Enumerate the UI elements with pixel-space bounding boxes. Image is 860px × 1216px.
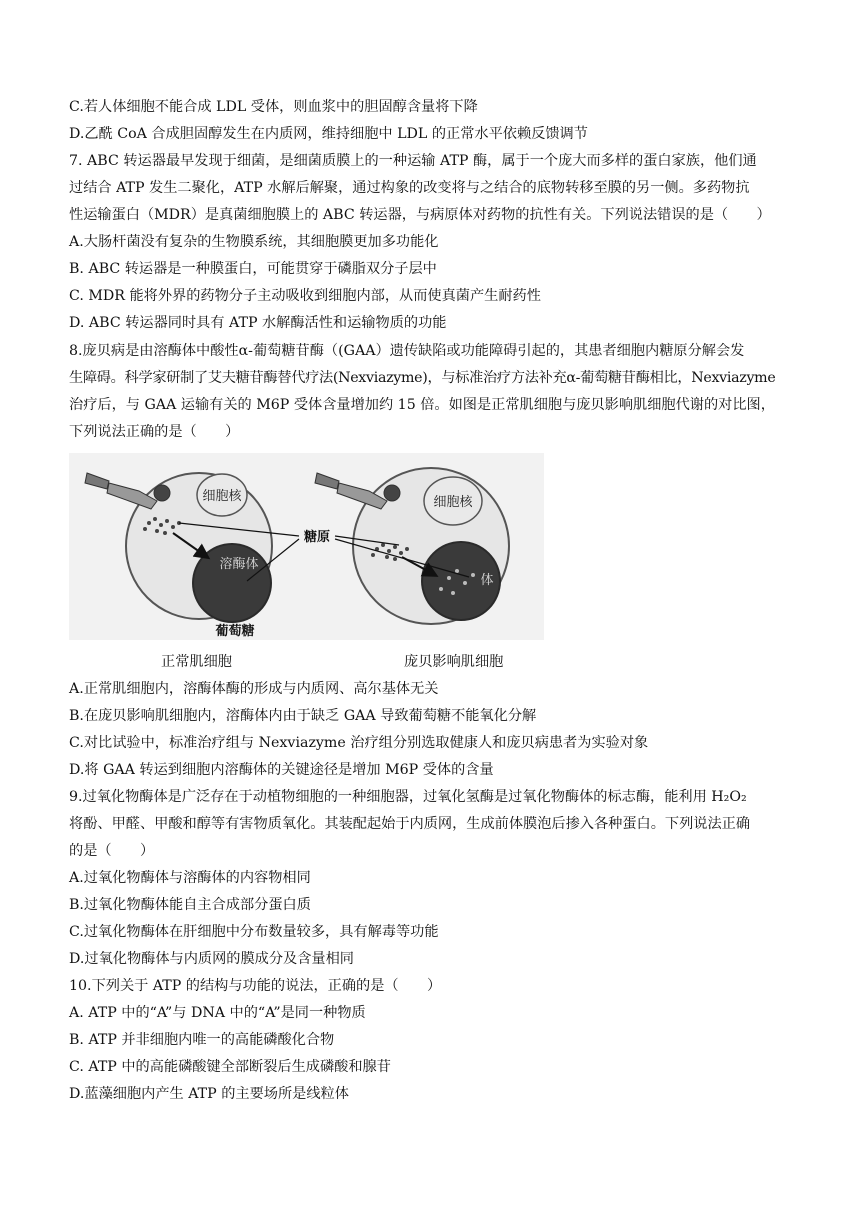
text-line: C.若人体细胞不能合成 LDL 受体，则血浆中的胆固醇含量将下降: [69, 99, 478, 115]
option-a: A. ATP 中的“A”与 DNA 中的“A”是同一种物质: [69, 1005, 366, 1021]
question-7-stem: 性运输蛋白（MDR）是真菌细胞膜上的 ABC 转运器，与病原体对药物的抗性有关。下列说法错误的是（ ）: [69, 207, 771, 223]
question-10-stem: 10.下列关于 ATP 的结构与功能的说法，正确的是（ ）: [69, 978, 442, 994]
glucose-label: 葡萄糖: [215, 624, 255, 639]
option-d: D.蓝藻细胞内产生 ATP 的主要场所是线粒体: [69, 1086, 349, 1102]
question-8-stem: 8.庞贝病是由溶酶体中酸性α-葡萄糖苷酶（(GAA）遗传缺陷或功能障碍引起的，其患者细胞内糖原分解会发: [69, 343, 745, 359]
option-c: C. ATP 中的高能磷酸键全部断裂后生成磷酸和腺苷: [69, 1059, 391, 1075]
question-9-stem: 将酚、甲醛、甲酸和醇等有害物质氧化。其装配起始于内质网，生成前体膜泡后掺入各种蛋白。下列说法正确: [69, 816, 751, 832]
caption-normal-cell: 正常肌细胞: [161, 654, 232, 670]
question-8-stem: 生障碍。科学家研制了艾夫糖苷酶替代疗法(Nexviazyme)，与标准治疗方法补充α-葡萄糖苷酶相比，Nexviazyme: [69, 370, 776, 386]
question-7-stem: 7. ABC 转运器最早发现于细菌，是细菌质膜上的一种运输 ATP 酶，属于一个庞大而多样的蛋白家族，他们通: [69, 153, 757, 169]
lysosome-left-label: 溶酶体: [219, 557, 259, 572]
text-line: D.乙酰 CoA 合成胆固醇发生在内质网，维持细胞中 LDL 的正常水平依赖反馈调节: [69, 126, 588, 142]
cell-comparison-figure: [69, 453, 544, 640]
option-c: C.对比试验中，标准治疗组与 Nexviazyme 治疗组分别选取健康人和庞贝病患者为实验对象: [69, 735, 649, 751]
option-b: B.过氧化物酶体能自主合成部分蛋白质: [69, 897, 311, 913]
question-9-stem: 的是（ ）: [69, 843, 155, 859]
option-d: D.过氧化物酶体与内质网的膜成分及含量相同: [69, 951, 354, 967]
question-7-stem: 过结合 ATP 发生二聚化，ATP 水解后解聚，通过构象的改变将与之结合的底物转移至膜的另一侧。多药物抗: [69, 180, 750, 196]
question-9-stem: 9.过氧化物酶体是广泛存在于动植物细胞的一种细胞器，过氧化氢酶是过氧化物酶体的标志酶，能利用 H₂O₂: [69, 789, 747, 805]
nucleus-right-label: 细胞核: [433, 495, 473, 510]
option-b: B. ABC 转运器是一种膜蛋白，可能贯穿于磷脂双分子层中: [69, 261, 437, 277]
option-b: B. ATP 并非细胞内唯一的高能磷酸化合物: [69, 1032, 335, 1048]
nucleus-left-label: 细胞核: [202, 489, 242, 504]
question-8-stem: 下列说法正确的是（ ）: [69, 424, 240, 440]
glycogen-label: 糖原: [303, 530, 331, 545]
question-8-stem: 治疗后，与 GAA 运输有关的 M6P 受体含量增加约 15 倍。如图是正常肌细胞与庞贝影响肌细胞代谢的对比图，: [69, 397, 775, 413]
option-a: A.大肠杆菌没有复杂的生物膜系统，其细胞膜更加多功能化: [69, 234, 439, 250]
option-a: A.过氧化物酶体与溶酶体的内容物相同: [69, 870, 311, 886]
option-c: C. MDR 能将外界的药物分子主动吸收到细胞内部，从而使真菌产生耐药性: [69, 288, 541, 304]
caption-pompe-cell: 庞贝影响肌细胞: [404, 654, 504, 670]
option-c: C.过氧化物酶体在肝细胞中分布数量较多，具有解毒等功能: [69, 924, 439, 940]
option-b: B.在庞贝影响肌细胞内，溶酶体内由于缺乏 GAA 导致葡萄糖不能氧化分解: [69, 708, 537, 724]
option-d: D.将 GAA 转运到细胞内溶酶体的关键途径是增加 M6P 受体的含量: [69, 762, 494, 778]
option-d: D. ABC 转运器同时具有 ATP 水解酶活性和运输物质的功能: [69, 315, 447, 331]
option-a: A.正常肌细胞内，溶酶体酶的形成与内质网、高尔基体无关: [69, 681, 439, 697]
lysosome-right-label: 体: [480, 573, 494, 588]
